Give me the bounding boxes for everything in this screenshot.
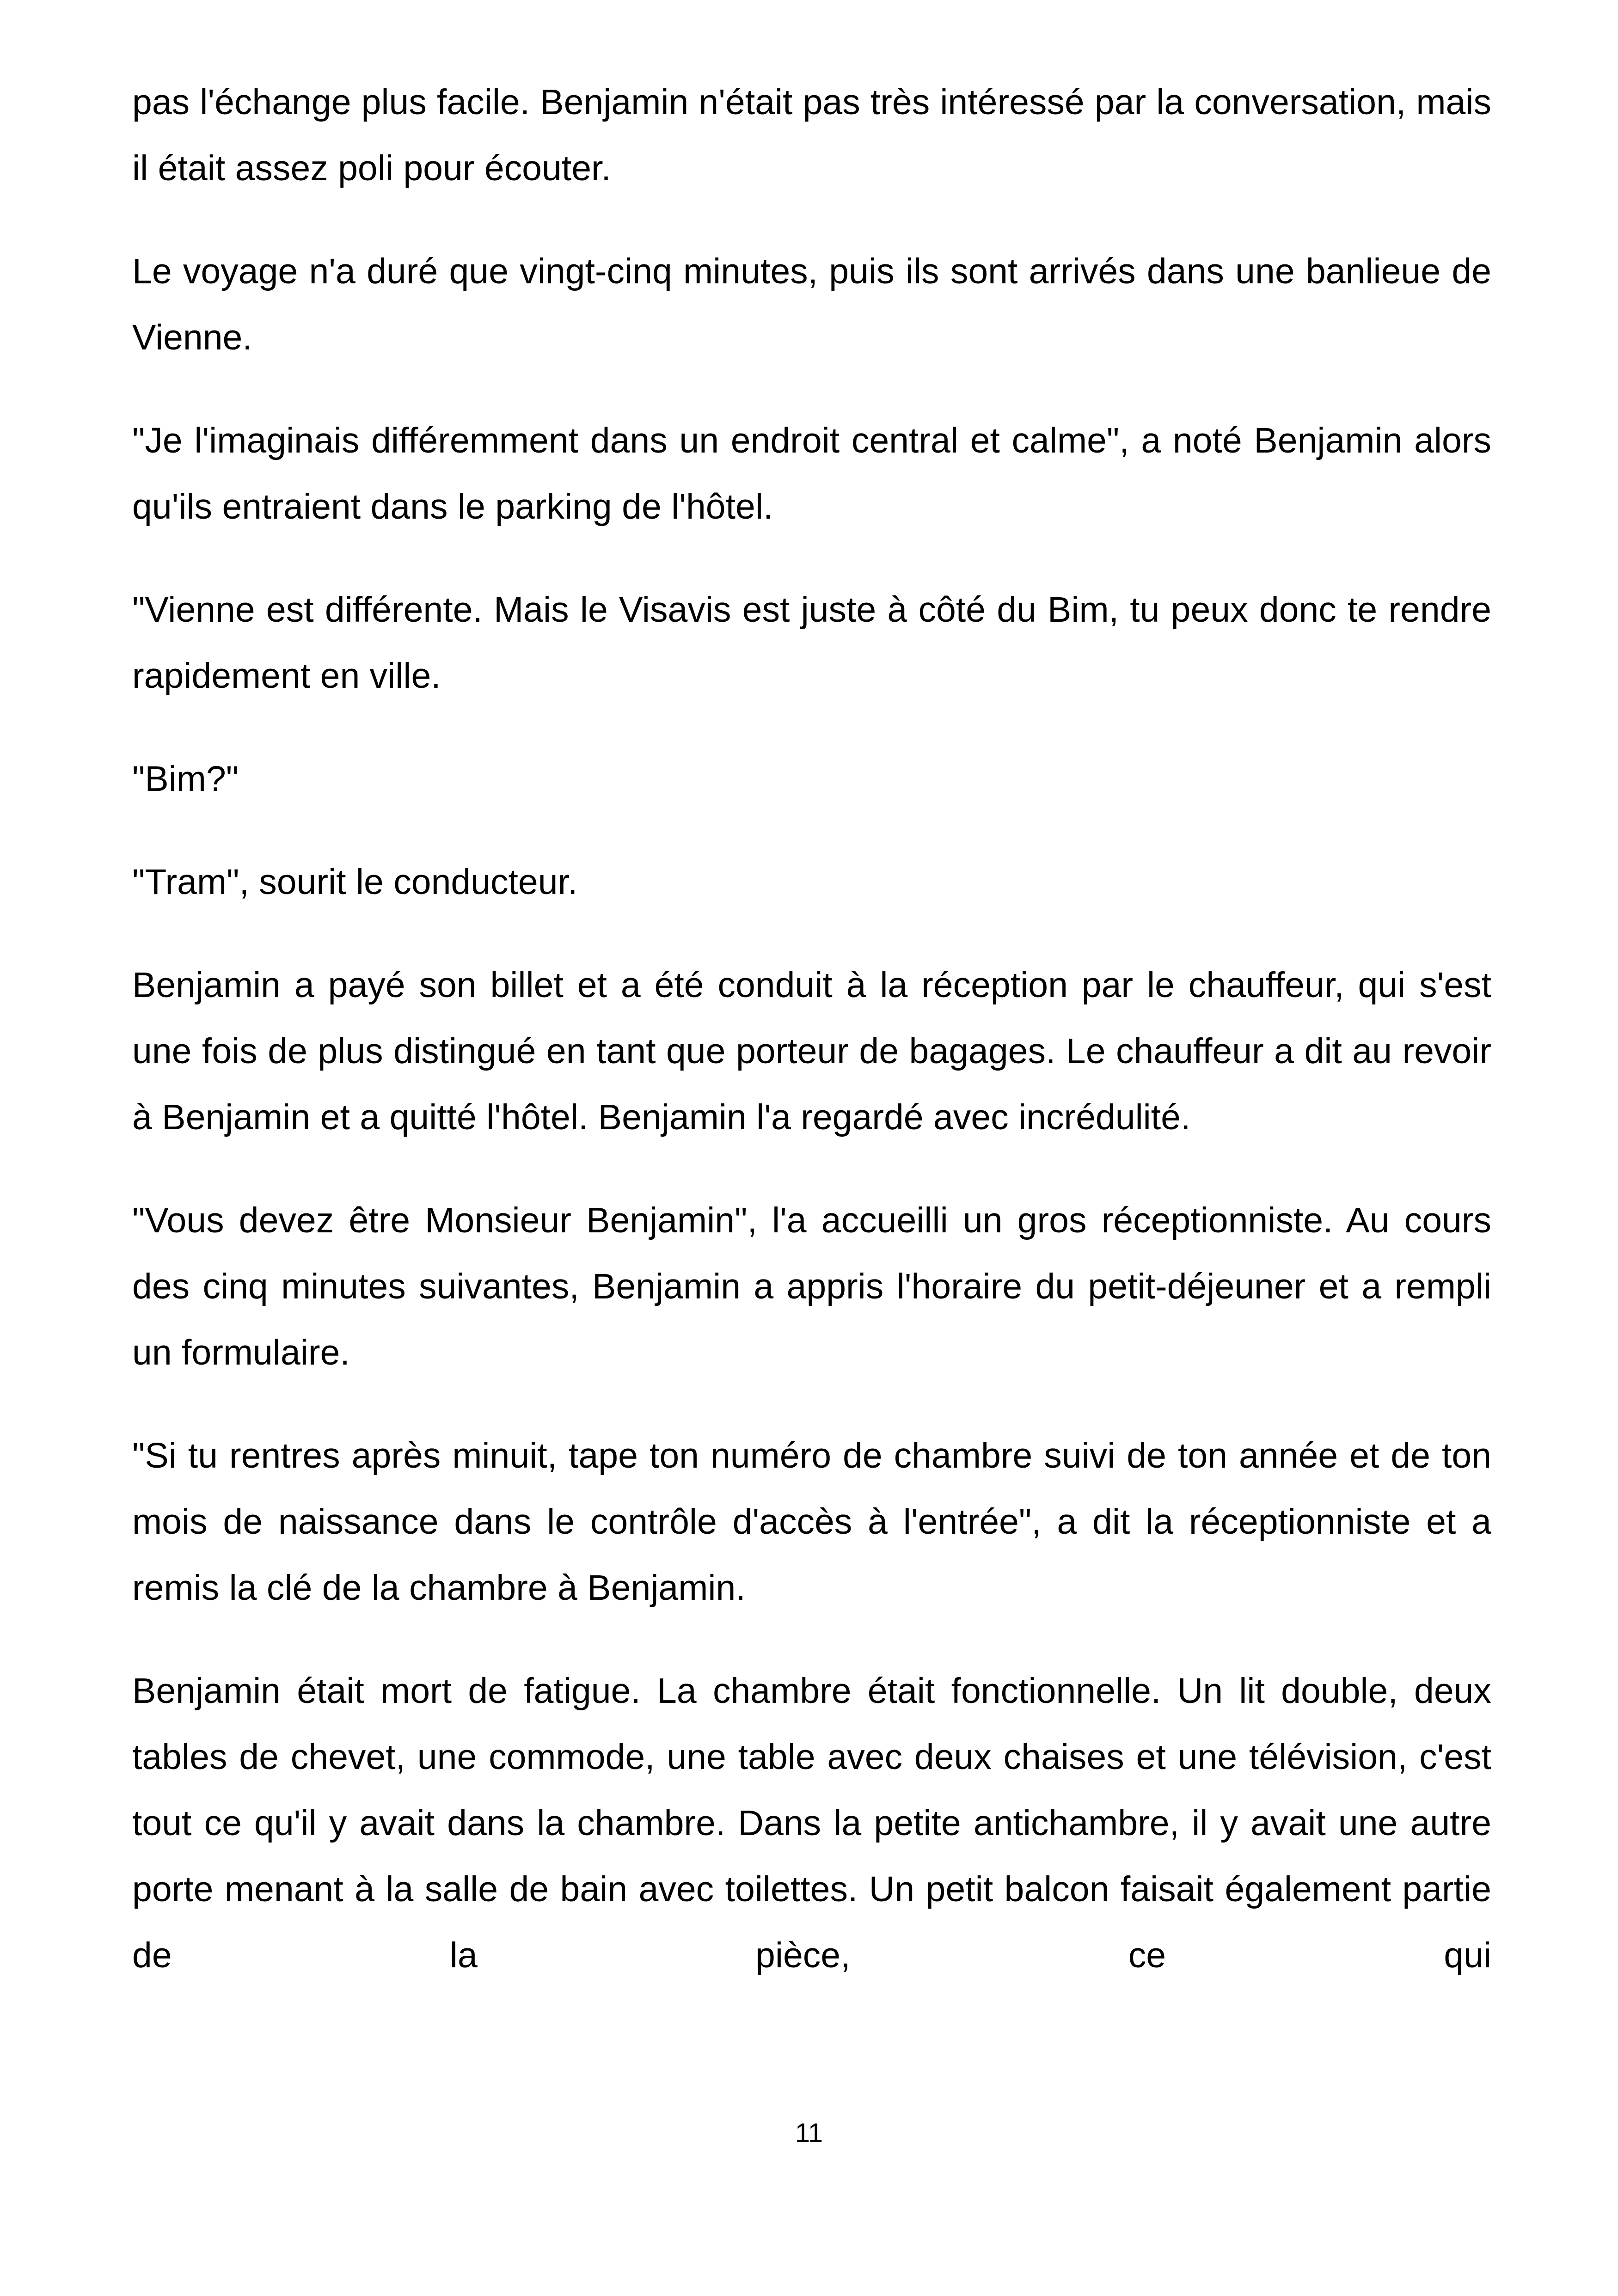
paragraph-4: "Vienne est différente. Mais le Visavis est juste à côté du Bim, tu peux donc te rendre rapidement en ville. [132,590,1491,696]
paragraph-1: pas l'échange plus facile. Benjamin n'était pas très intéressé par la conversation, mais il était assez poli pour écouter. [132,82,1491,188]
paragraph-5: "Bim?" [132,759,239,799]
page-number: 11 [795,2118,823,2148]
paragraph-2: Le voyage n'a duré que vingt-cinq minutes, puis ils sont arrivés dans une banlieue de Vienne. [132,251,1491,357]
paragraph-7: Benjamin a payé son billet et a été conduit à la réception par le chauffeur, qui s'est une fois de plus distingué en tant que porteur de bagages. Le chauffeur a dit au revoir à Benjamin et a quitté l'hôtel. Benjamin l'a regardé avec incrédulité. [132,965,1491,1137]
paragraph-10: Benjamin était mort de fatigue. La chambre était fonctionnelle. Un lit double, deux tables de chevet, une commode, une table avec deux chaises et une télévision, c'est tout ce qu'il y avait dans la chambre. Dans la petite antichambre, il y avait une autre porte menant à la salle de bain avec toilettes. Un petit balcon faisait également partie de la pièce, ce qui [132,1671,1491,1975]
body-text [132,69,1491,2026]
paragraph-3: "Je l'imaginais différemment dans un endroit central et calme", a noté Benjamin alors qu'ils entraient dans le parking de l'hôtel. [132,421,1491,527]
paragraph-8: "Vous devez être Monsieur Benjamin", l'a accueilli un gros réceptionniste. Au cours des cinq minutes suivantes, Benjamin a appris l'horaire du petit-déjeuner et a rempli un formulaire. [132,1200,1491,1372]
paragraph-6: "Tram", sourit le conducteur. [132,862,578,902]
paragraph-9: "Si tu rentres après minuit, tape ton numéro de chambre suivi de ton année et de ton mois de naissance dans le contrôle d'accès à l'entrée", a dit la réceptionniste et a remis la clé de la chambre à Benjamin. [132,1436,1491,1608]
